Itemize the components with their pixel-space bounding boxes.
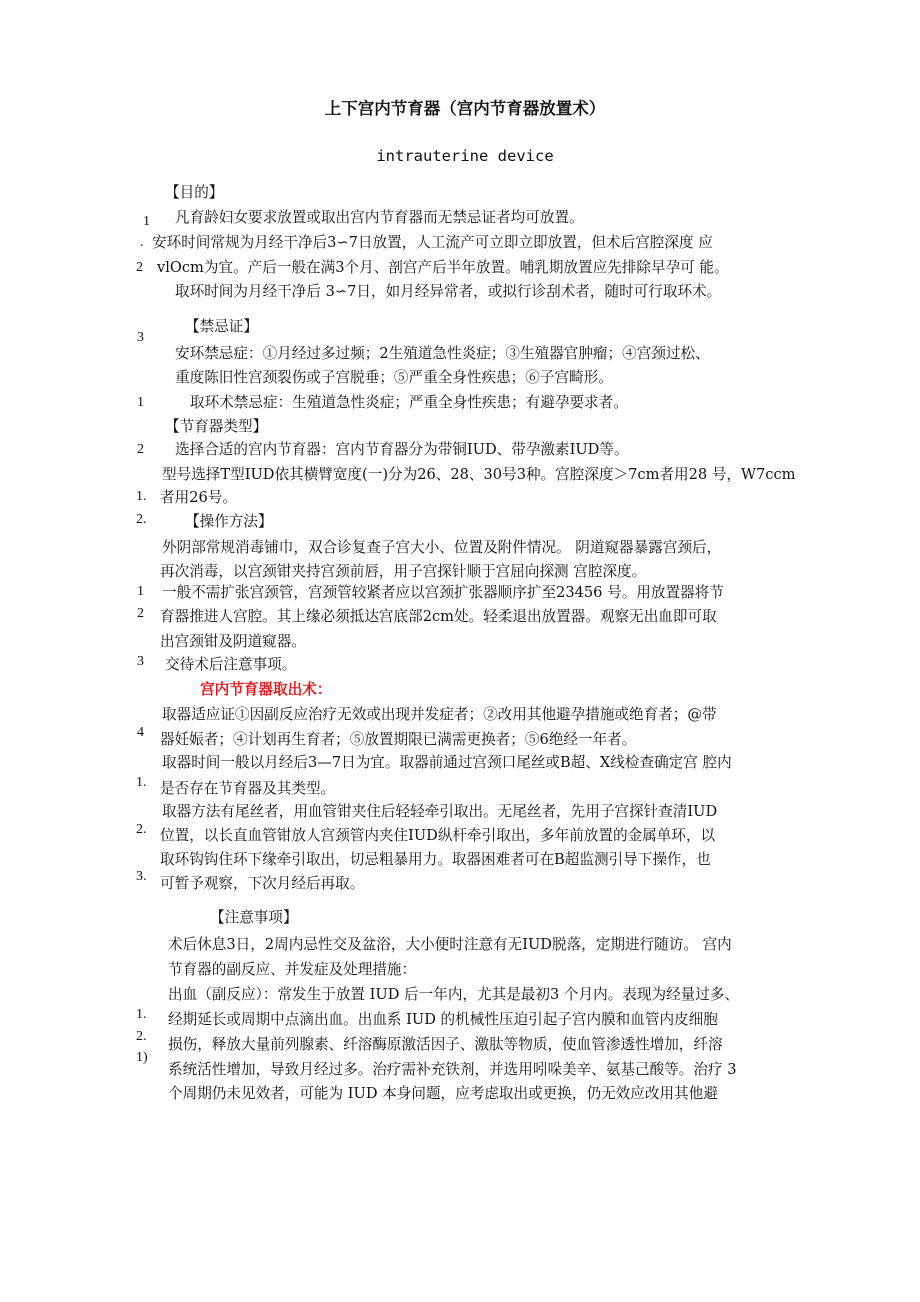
- section-heading: 【禁忌证】: [185, 318, 258, 335]
- text-line: 位置，以长直血管钳放人宫颈管内夹住IUD纵杆牵引取出，多年前放置的金属单环，以: [160, 827, 716, 844]
- text-line: 取器适应证①因副反应治疗无效或出现并发症者；②改用其他避孕措施或绝育者；@带: [162, 706, 717, 723]
- list-number-marker: 2: [137, 442, 144, 457]
- section-heading: 【注意事项】: [210, 909, 298, 926]
- text-line: 再次消毒，以宫颈钳夹持宫颈前唇，用子宫探针顺于宫屈向探测 宫腔深度。: [160, 563, 647, 580]
- section-heading: 【节育器类型】: [165, 418, 268, 435]
- text-line: 重度陈旧性宫颈裂伤或子宫脱垂；⑤严重全身性疾患；⑥子宫畸形。: [175, 369, 613, 386]
- text-line: 取环术禁忌症：生殖道急性炎症；严重全身性疾患；有避孕要求者。: [190, 394, 628, 411]
- text-line: 取器方法有尾丝者，用血管钳夹住后轻轻牵引取出。无尾丝者，先用子宫探针查清IUD: [162, 803, 718, 820]
- list-number-marker: 3: [137, 654, 144, 669]
- list-number-marker: 1): [136, 1050, 148, 1065]
- text-line: 交待术后注意事项。: [165, 656, 297, 673]
- list-number-marker: 3.: [136, 869, 147, 884]
- list-number-marker: 1.: [136, 1007, 147, 1022]
- list-number-marker: 1.: [136, 489, 147, 504]
- text-line: 安环禁忌症：①月经过多过频；2生殖道急性炎症；③生殖器官肿瘤；④宫颈过松、: [175, 345, 710, 362]
- list-number-marker: 2.: [136, 512, 147, 527]
- text-line: 个周期仍未见效者，可能为 IUD 本身问题，应考虑取出或更换，仍无效应改用其他避: [168, 1085, 718, 1102]
- text-line: 节育器的副反应、并发症及处理措施：: [168, 961, 417, 978]
- list-number-marker: 2: [137, 606, 144, 621]
- list-number-marker: 2.: [136, 1029, 147, 1044]
- text-line: 一般不需扩张宫颈管，宫颈管较紧者应以宫颈扩张器顺序扩至23456 号。用放置器将节: [162, 584, 724, 601]
- text-line: 育器推进人宫腔。其上缘必须抵达宫底部2cm处。轻柔退出放置器。观察无出血即可取: [160, 608, 717, 625]
- text-line: 取环时间为月经干净后 3∽7日，如月经异常者，或拟行诊刮术者，随时可行取环术。: [175, 283, 722, 300]
- document-title: 上下宫内节育器（宫内节育器放置术）: [324, 99, 606, 118]
- list-number-marker: 1.: [136, 775, 147, 790]
- list-number-marker: .: [140, 235, 144, 250]
- list-number-marker: 2.: [136, 822, 147, 837]
- text-line: 可暂予观察，下次月经后再取。: [160, 875, 365, 892]
- text-line: 型号选择T型IUD依其横臂宽度(一)分为26、28、30号3种。宫腔深度＞7cm者用28 号，W7ccm: [162, 466, 796, 483]
- text-line: 凡育龄妇女要求放置或取出宫内节育器而无禁忌证者均可放置。: [175, 209, 584, 226]
- text-line: 出宫颈钳及阴道窥器。: [160, 633, 306, 650]
- text-line: 术后休息3日，2周内忌性交及盆浴，大小便时注意有无IUD脱落，定期进行随访。 宫内: [168, 936, 732, 953]
- text-line: 是否存在节育器及其类型。: [160, 780, 336, 797]
- section-heading: 【目的】: [165, 184, 224, 201]
- section-heading-red: 宫内节育器取出术：: [200, 681, 332, 698]
- list-number-marker: 1: [137, 395, 144, 410]
- text-line: vlOcm为宜。产后一般在满3个月、剖宫产后半年放置。哺乳期放置应先排除早孕可 能。: [157, 259, 729, 276]
- list-number-marker: 4: [137, 725, 144, 740]
- list-number-marker: 1: [137, 584, 144, 599]
- section-heading: 【操作方法】: [185, 513, 273, 530]
- text-line: 安环时间常规为月经干净后3∽7日放置，人工流产可立即立即放置，但术后宫腔深度 应: [152, 234, 713, 251]
- text-line: 者用26号。: [160, 489, 237, 506]
- text-line: 取器时间一般以月经后3—7日为宜。取器前通过宫颈口尾丝或B超、X线检查确定宫 腔内: [162, 754, 732, 771]
- list-number-marker: 2: [136, 260, 143, 275]
- text-line: 选择合适的宫内节育器：宫内节育器分为带铜IUD、带孕激素IUD等。: [175, 441, 629, 458]
- text-line: 器妊娠者；④计划再生育者；⑤放置期限已满需更换者；⑤6绝经一年者。: [160, 731, 637, 748]
- document-subtitle: intrauterine device: [376, 147, 554, 165]
- text-line: 经期延长或周期中点滴出血。出血系 IUD 的机械性压迫引起子宫内膜和血管内皮细胞: [168, 1011, 718, 1028]
- text-line: 出血（副反应）：常发生于放置 IUD 后一年内，尤其是最初3 个月内。表现为经量过多、: [168, 986, 740, 1003]
- text-line: 取环钩钩住环下缘牵引取出，切忌粗暴用力。取器困难者可在B超监测引导下操作，也: [160, 851, 711, 868]
- list-number-marker: 3: [137, 330, 144, 345]
- text-line: 外阴部常规消毒铺巾，双合诊复查子宫大小、位置及附件情况。 阴道窥器暴露宫颈后，: [162, 539, 722, 556]
- text-line: 系统活性增加，导致月经过多。治疗需补充铁剂，并选用吲哚美辛、氨基己酸等。治疗 3: [168, 1061, 737, 1078]
- list-number-marker: 1: [143, 214, 150, 229]
- text-line: 损伤，释放大量前列腺素、纤溶酶原激活因子、激肽等物质，使血管渗透性增加，纤溶: [168, 1036, 723, 1053]
